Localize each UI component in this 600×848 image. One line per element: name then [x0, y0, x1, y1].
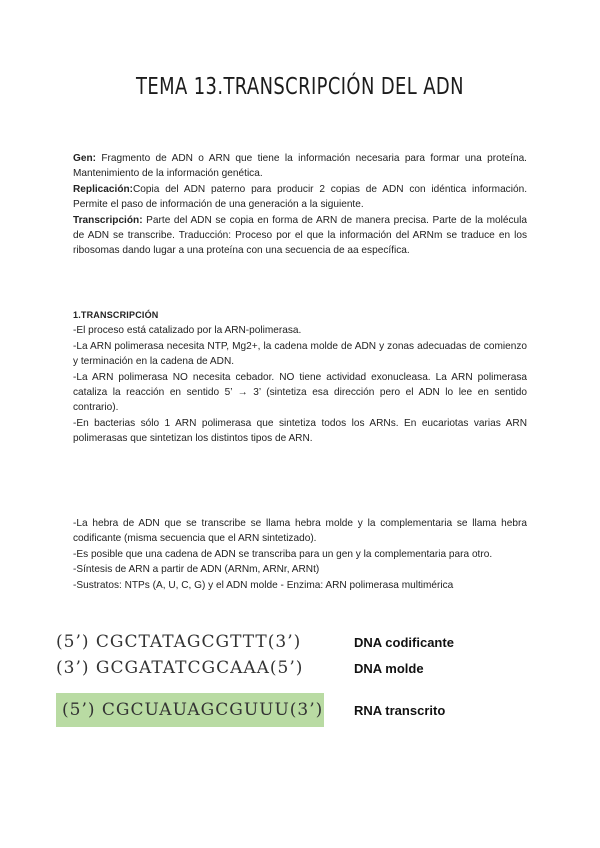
definition-term: Replicación:	[73, 183, 134, 195]
list-item: -La hebra de ADN que se transcribe se llama hebra molde y la complementaria se llama hebra codificante (misma secuencia que el ARN sintetizado).	[73, 518, 527, 545]
list-item: -Es posible que una cadena de ADN se transcriba para un gen y la complementaria para otro.	[73, 548, 493, 560]
list-item: -La ARN polimerasa NO necesita cebador. NO tiene actividad exonucleasa. La ARN polimerasa cataliza la reacción en sentido 5’ → 3’ (sintetiza esa dirección pero el ADN lo lee en sentido contrario).	[73, 371, 527, 414]
definition-gen	[73, 151, 527, 182]
list-item: -Sustratos: NTPs (A, U, C, G) y el ADN molde - Enzima: ARN polimerasa multimérica	[73, 579, 454, 591]
sequence-row-rna	[62, 697, 323, 723]
page-title: TEMA 13.TRANSCRIPCIÓN DEL ADN	[136, 74, 464, 100]
sequence-row-coding	[56, 629, 301, 655]
definition-text: Copia del ADN paterno para producir 2 copias de ADN con idéntica información. Permite el paso de información de una generación a la siguiente.	[73, 183, 527, 211]
section-transcripcion	[73, 308, 527, 447]
definitions-block	[73, 151, 527, 259]
definition-term: Transcripción:	[73, 214, 143, 226]
sequence-row-template	[56, 655, 303, 681]
definition-text: Parte del ADN se copia en forma de ARN de manera precisa. Parte de la molécula de ADN se transcribe. Traducción: Proceso por el que la información del ARNm se traduce en los ribosomas dando lugar a una proteína con una secuencia de aa específica.	[73, 214, 527, 257]
sequence-label: DNA molde	[354, 661, 424, 676]
definition-text: Fragmento de ADN o ARN que tiene la información necesaria para formar una proteína. Mantenimiento de la información genética.	[73, 153, 527, 180]
list-item: -En bacterias sólo 1 ARN polimerasa que sintetiza todos los ARNs. En eucariotas varias ARN polimerasas que sintetizan los distintos tipos de ARN.	[73, 417, 527, 445]
list-item: -Síntesis de ARN a partir de ADN (ARNm, ARNr, ARNt)	[73, 564, 320, 576]
definition-transcripcion	[73, 213, 527, 259]
sequence-text: (5’) CGCUAUAGCGUUU(3’)	[62, 700, 324, 720]
sequence-label: RNA transcrito	[354, 703, 446, 718]
sequence-text: (5’) CGCTATAGCGTTT(3’)	[56, 632, 302, 652]
list-item: -La ARN polimerasa necesita NTP, Mg2+, la cadena molde de ADN y zonas adecuadas de comienzo y terminación en la cadena de ADN.	[73, 340, 527, 368]
definition-replicacion	[73, 182, 527, 213]
list-item: -El proceso está catalizado por la ARN-polimerasa.	[73, 325, 302, 337]
section-hebras	[73, 516, 527, 593]
section-heading: 1.TRANSCRIPCIÓN	[73, 310, 159, 320]
sequence-label: DNA codificante	[354, 635, 454, 650]
sequence-text: (3’) GCGATATCGCAAA(5’)	[56, 658, 304, 678]
definition-term: Gen:	[73, 153, 96, 164]
